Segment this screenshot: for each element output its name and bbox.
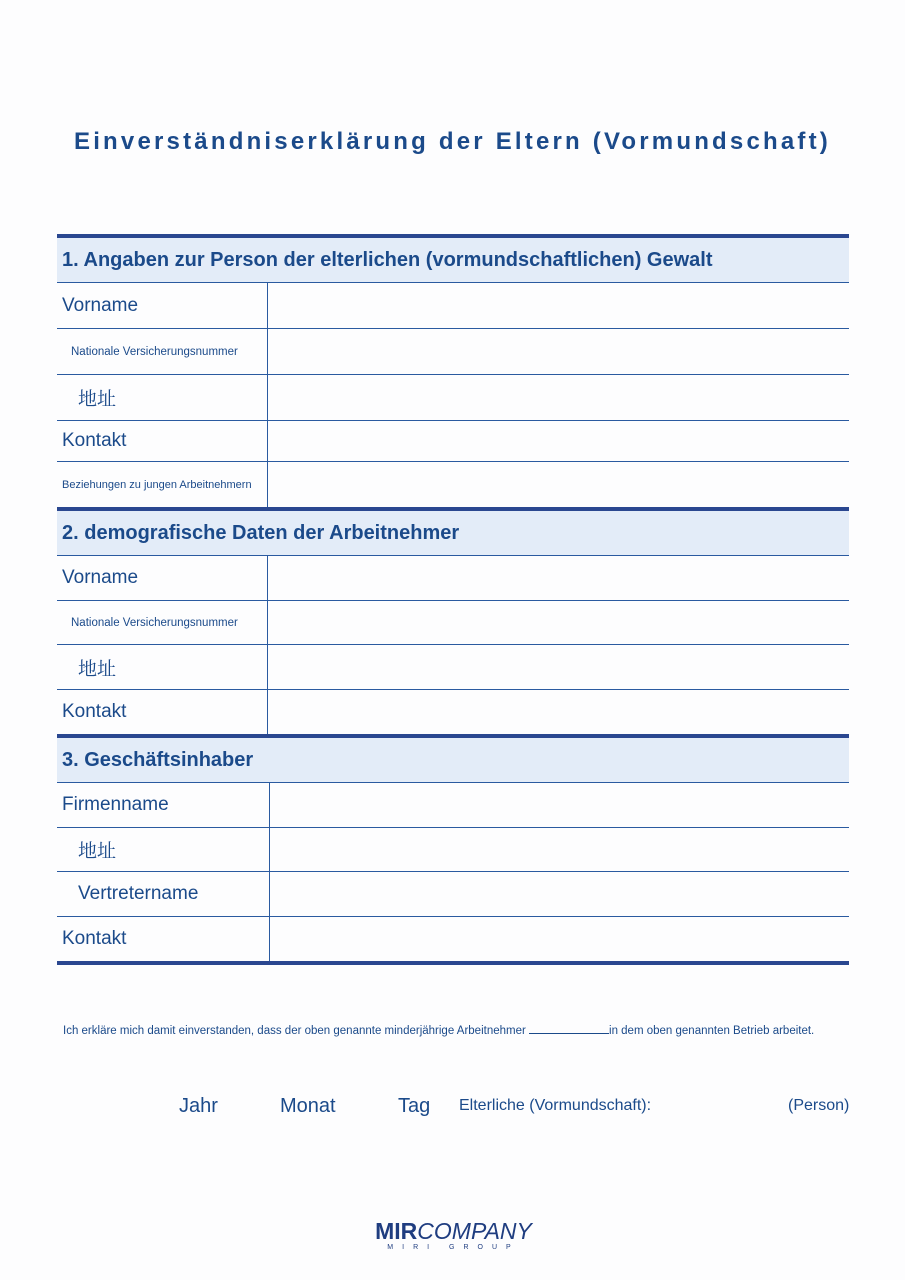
- section-1-heading: 1. Angaben zur Person der elterlichen (vormundschaftlichen) Gewalt: [57, 234, 849, 283]
- form-row: [57, 375, 849, 421]
- consent-form-table: [57, 234, 849, 965]
- guardian-contact-input[interactable]: [268, 421, 849, 461]
- field-label: 地址: [57, 828, 270, 871]
- guardian-insurance-number-input[interactable]: [268, 329, 849, 374]
- company-name-input[interactable]: [270, 783, 849, 827]
- field-label: Beziehungen zu jungen Arbeitnehmern: [57, 462, 268, 507]
- section-2-heading: 2. demografische Daten der Arbeitnehmer: [57, 507, 849, 556]
- worker-first-name-input[interactable]: [268, 556, 849, 600]
- field-label: Nationale Versicherungsnummer: [57, 601, 268, 644]
- representative-name-input[interactable]: [270, 872, 849, 916]
- form-row: [57, 601, 849, 645]
- form-row: [57, 690, 849, 734]
- consent-text-before: Ich erkläre mich damit einverstanden, dass der oben genannte minderjährige Arbeitnehmer: [63, 1025, 530, 1037]
- section-3: [57, 734, 849, 965]
- consent-text-after: in dem oben genannten Betrieb arbeitet.: [609, 1025, 815, 1037]
- form-row: [57, 329, 849, 375]
- form-row: [57, 783, 849, 828]
- worker-name-blank[interactable]: [529, 1022, 609, 1034]
- form-row: [57, 917, 849, 961]
- form-row: [57, 462, 849, 507]
- worker-address-input[interactable]: [268, 645, 849, 689]
- form-row: [57, 421, 849, 462]
- form-row: [57, 556, 849, 601]
- page-title: Einverständniserklärung der Eltern (Vormundschaft): [73, 128, 831, 155]
- field-label: Kontakt: [57, 917, 270, 961]
- company-address-input[interactable]: [270, 828, 849, 871]
- guardian-address-input[interactable]: [268, 375, 849, 420]
- field-label: 地址: [57, 375, 268, 420]
- person-label: (Person): [788, 1097, 850, 1114]
- guardian-first-name-input[interactable]: [268, 283, 849, 328]
- field-label: Kontakt: [57, 690, 268, 734]
- field-label: 地址: [57, 645, 268, 689]
- form-row: [57, 283, 849, 329]
- field-label: Vertretername: [57, 872, 270, 916]
- field-label: Vorname: [57, 556, 268, 600]
- field-label: Nationale Versicherungsnummer: [57, 329, 268, 374]
- field-label: Vorname: [57, 283, 268, 328]
- form-row: [57, 872, 849, 917]
- form-row: [57, 828, 849, 872]
- month-label: Monat: [280, 1095, 336, 1117]
- logo-subtitle: MIRI GROUP: [387, 1244, 520, 1251]
- guardian-relationship-input[interactable]: [268, 462, 849, 507]
- consent-statement: [63, 1022, 814, 1037]
- company-contact-input[interactable]: [270, 917, 849, 961]
- section-3-heading: 3. Geschäftsinhaber: [57, 734, 849, 783]
- field-label: Kontakt: [57, 421, 268, 461]
- company-logo: [366, 1218, 541, 1251]
- logo-wordmark: MIRCOMPANY: [375, 1218, 532, 1244]
- worker-contact-input[interactable]: [268, 690, 849, 734]
- year-label: Jahr: [179, 1095, 218, 1117]
- worker-insurance-number-input[interactable]: [268, 601, 849, 644]
- day-label: Tag: [398, 1095, 431, 1117]
- form-row: [57, 645, 849, 690]
- guardian-signature-label: Elterliche (Vormundschaft):: [459, 1097, 652, 1114]
- field-label: Firmenname: [57, 783, 270, 827]
